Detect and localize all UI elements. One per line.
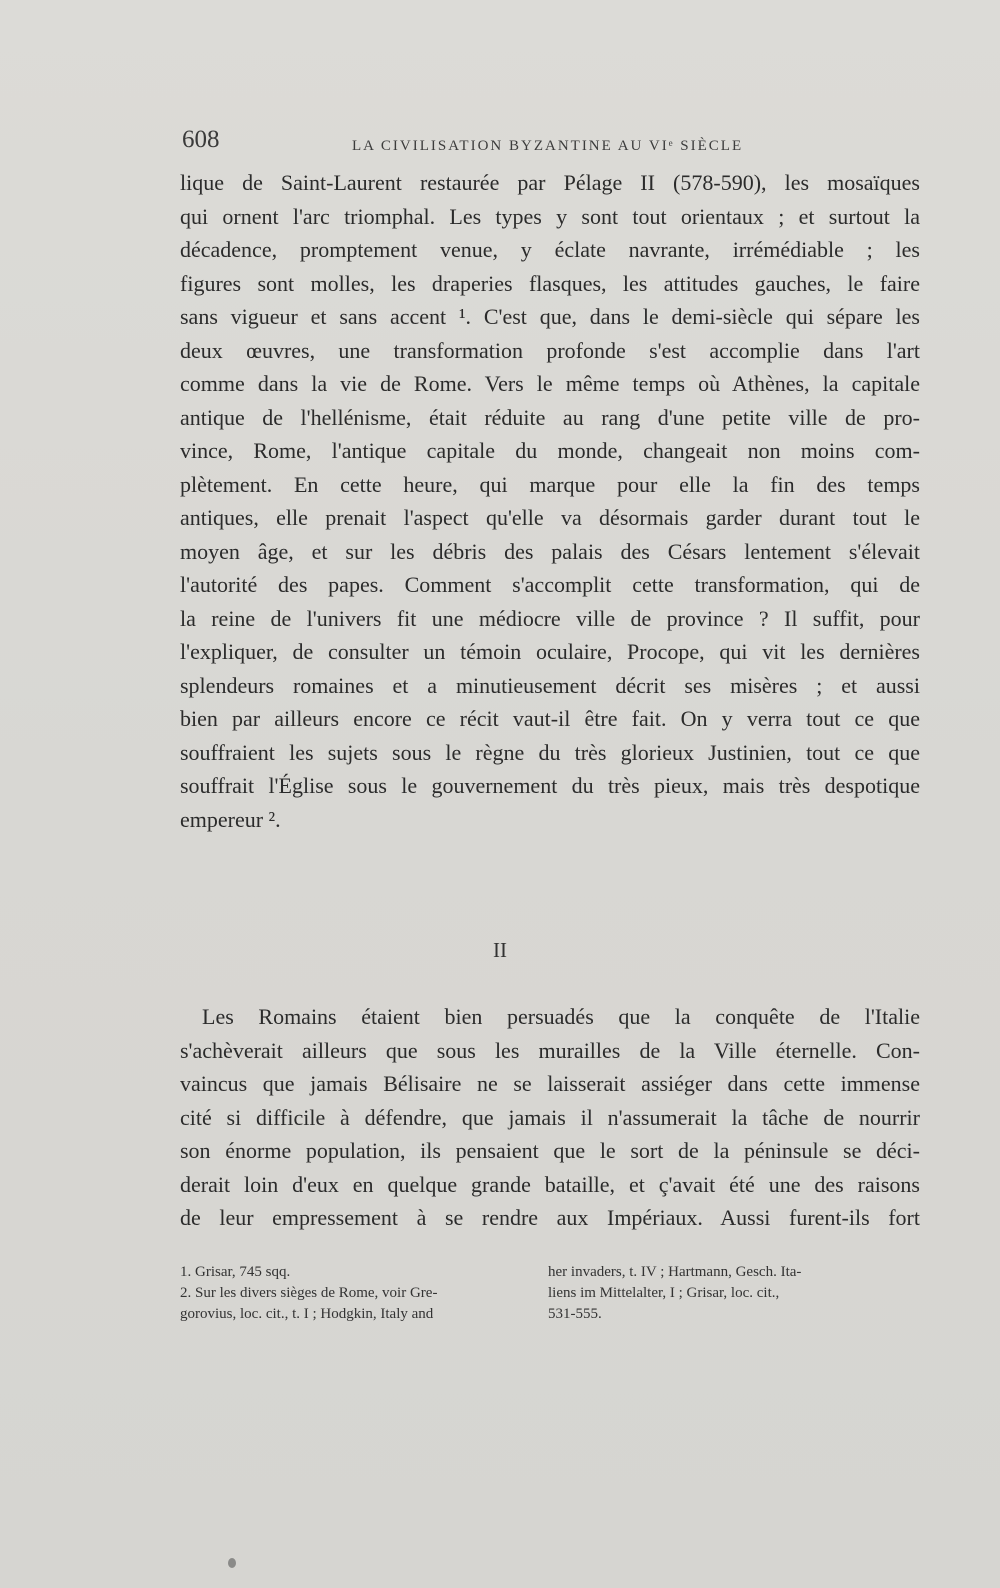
text-line: figures sont molles, les draperies flasques, les attitudes gauches, le faire [180,270,920,296]
text-line: lique de Saint-Laurent restaurée par Pélage II (578-590), les mosaïques [180,170,920,195]
text-line: plètement. En cette heure, qui marque pour elle la fin des temps [180,471,920,497]
text-line: l'autorité des papes. Comment s'accomplit cette transformation, qui de [180,572,920,597]
text-line: antiques, elle prenait l'aspect qu'elle va désormais garder durant tout le [180,505,920,530]
text-line: cité si difficile à défendre, que jamais il n'assumerait la tâche de nourrir [180,1104,920,1130]
text-line: bien par ailleurs encore ce récit vaut-il être fait. On y verra tout ce que [180,706,920,731]
text-line: décadence, promptement venue, y éclate navrante, irrémédiable ; les [180,237,920,262]
text-line: Les Romains étaient bien persuadés que la conquête de l'Italie [202,1004,920,1029]
text-line: vince, Rome, l'antique capitale du monde, changeait non moins com- [180,438,920,463]
text-line: de leur empressement à se rendre aux Impériaux. Aussi furent-ils fort [180,1205,920,1230]
text-line: qui ornent l'arc triomphal. Les types y sont tout orientaux ; et surtout la [180,203,920,229]
text-line: la reine de l'univers fit une médiocre ville de province ? Il suffit, pour [180,605,920,631]
text-line: splendeurs romaines et a minutieusement décrit ses misères ; et aussi [180,672,920,698]
text-line: l'expliquer, de consulter un témoin oculaire, Procope, qui vit les dernières [180,639,920,664]
page-header [182,126,922,162]
text-line: sans vigueur et sans accent ¹. C'est que, dans le demi-siècle qui sépare les [180,304,920,329]
text-line: vaincus que jamais Bélisaire ne se laisserait assiéger dans cette immense [180,1071,920,1096]
footnote-line: her invaders, t. IV ; Hartmann, Gesch. Ita- [548,1264,802,1280]
running-title: LA CIVILISATION BYZANTINE AU VIᵉ SIÈCLE [352,138,744,154]
paragraph-1 [180,166,920,836]
footnote-line: gorovius, loc. cit., t. I ; Hodgkin, Italy and [180,1306,434,1322]
text-line: moyen âge, et sur les débris des palais des Césars lentement s'élevait [180,538,920,564]
footnotes-right-column [548,1262,898,1325]
text-line: empereur ². [180,806,281,832]
ink-smudge [228,1558,236,1568]
footnote-line: 1. Grisar, 745 sqq. [180,1264,291,1280]
text-line: deux œuvres, une transformation profonde s'est accomplie dans l'art [180,337,920,363]
text-line: souffrait l'Église sous le gouvernement du très pieux, mais très despotique [180,773,920,798]
footnote-line: 531-555. [548,1306,602,1322]
footnote-line: liens im Mittelalter, I ; Grisar, loc. cit., [548,1285,780,1301]
footnotes-left-column [180,1262,530,1325]
text-line: comme dans la vie de Rome. Vers le même temps où Athènes, la capitale [180,371,920,396]
section-heading: II [493,938,507,962]
text-line: antique de l'hellénisme, était réduite au rang d'une petite ville de pro- [180,404,920,430]
text-line: s'achèverait ailleurs que sous les murailles de la Ville éternelle. Con- [180,1037,920,1063]
paragraph-2 [180,1000,920,1235]
text-line: derait loin d'eux en quelque grande bataille, et ç'avait été une des raisons [180,1171,920,1197]
footnote-line: 2. Sur les divers sièges de Rome, voir Gre- [180,1285,438,1301]
text-line: souffraient les sujets sous le règne du très glorieux Justinien, tout ce que [180,739,920,765]
text-line: son énorme population, ils pensaient que le sort de la péninsule se déci- [180,1138,920,1163]
page-number: 608 [182,126,220,153]
